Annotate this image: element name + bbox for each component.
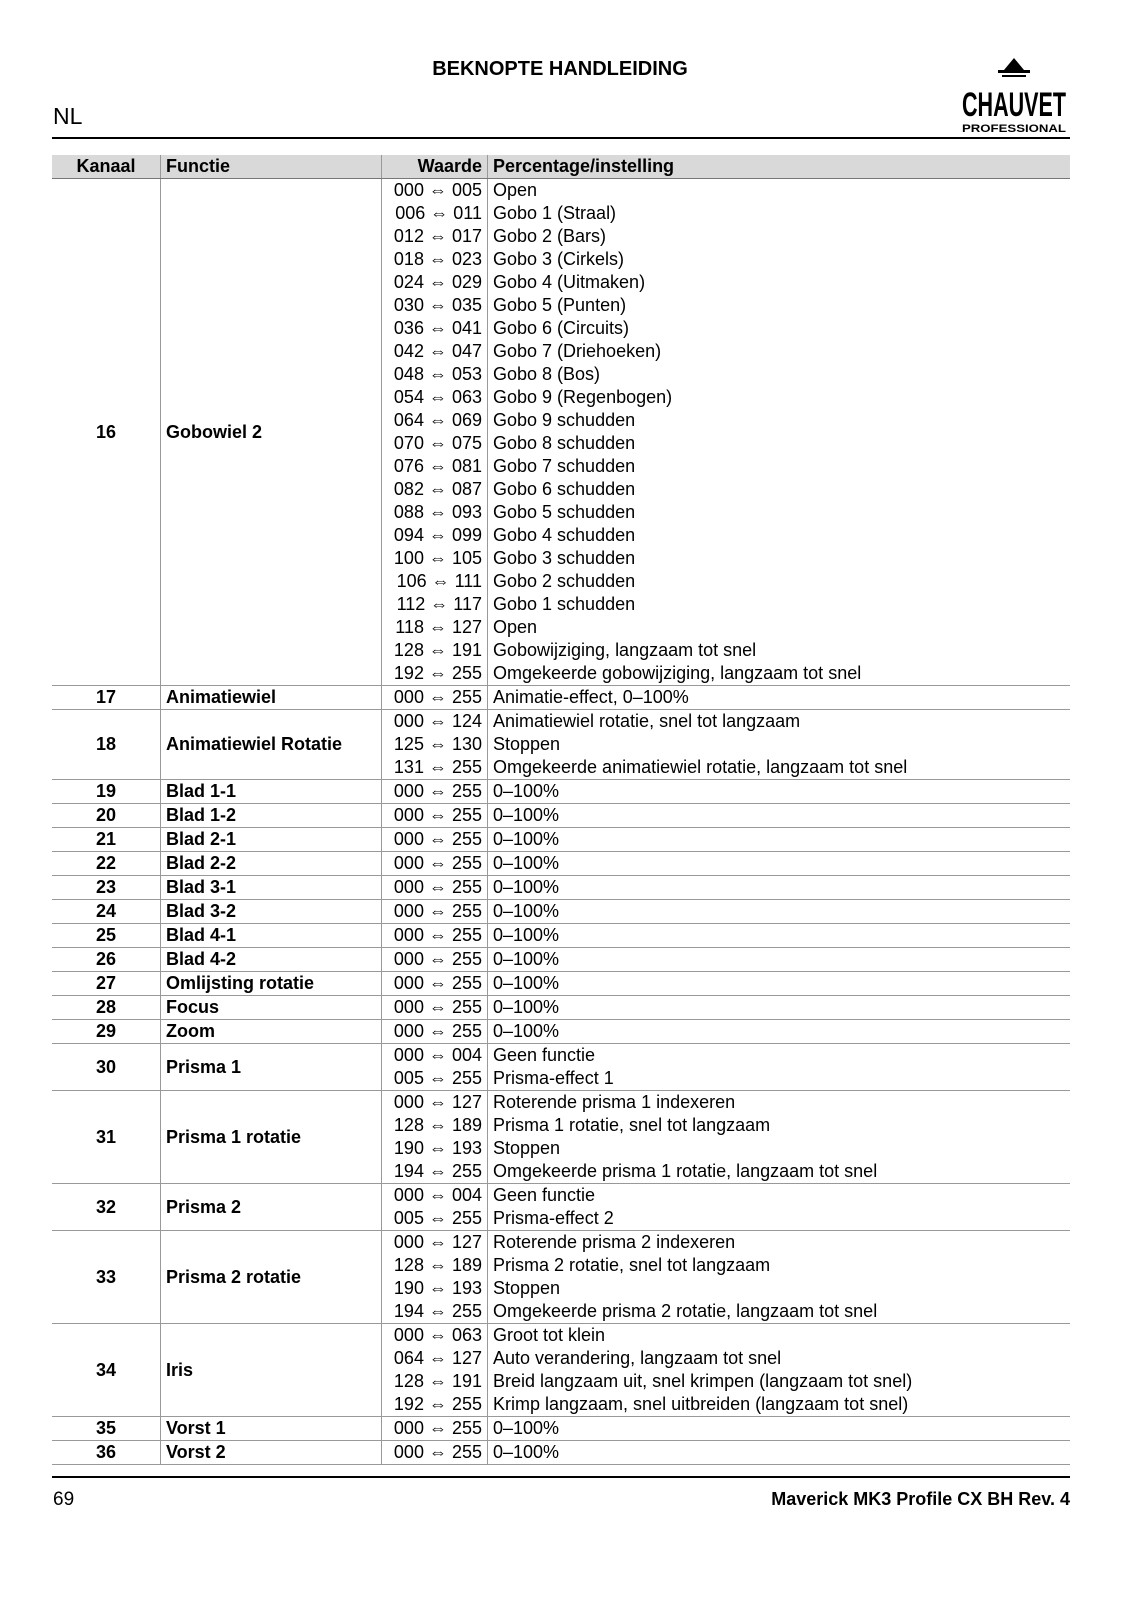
value-range-cell — [382, 876, 488, 900]
value-range-cell — [382, 1231, 488, 1324]
channel-cell: 25 — [52, 924, 161, 948]
setting-cell — [488, 924, 1071, 948]
setting-cell — [488, 1044, 1071, 1091]
channel-cell: 16 — [52, 179, 161, 686]
setting-text: Gobo 4 schudden — [493, 525, 636, 545]
value-range: 194 ⇔ 255 — [393, 1161, 482, 1181]
setting-text: Prisma 2 rotatie, snel tot langzaam — [493, 1255, 771, 1275]
document-title: BEKNOPTE HANDLEIDING — [432, 58, 688, 80]
setting-cell — [488, 852, 1071, 876]
value-range: 112 ⇔ 117 — [396, 594, 482, 614]
function-cell: Vorst 2 — [161, 1441, 382, 1465]
value-range-cell — [382, 1441, 488, 1465]
channel-cell: 26 — [52, 948, 161, 972]
footer-document-title: Maverick MK3 Profile CX BH Rev. 4 — [771, 1489, 1070, 1509]
setting-text: Omgekeerde animatiewiel rotatie, langzaam tot snel — [493, 757, 908, 777]
setting-cell — [488, 1324, 1071, 1417]
value-range-cell — [382, 1324, 488, 1417]
value-range: 000 ⇔ 255 — [393, 901, 482, 921]
setting-text: Gobo 8 (Bos) — [493, 364, 601, 384]
setting-cell — [488, 1020, 1071, 1044]
channel-cell: 32 — [52, 1184, 161, 1231]
setting-cell — [488, 1184, 1071, 1231]
value-range: 125 ⇔ 130 — [393, 734, 482, 754]
setting-text: Gobo 4 (Uitmaken) — [493, 272, 646, 292]
value-range-cell — [382, 852, 488, 876]
value-range-cell — [382, 1044, 488, 1091]
value-range-cell — [382, 1184, 488, 1231]
channel-cell: 29 — [52, 1020, 161, 1044]
channel-cell: 34 — [52, 1324, 161, 1417]
value-range: 000 ⇔ 255 — [393, 853, 482, 873]
value-range: 000 ⇔ 255 — [393, 805, 482, 825]
setting-text: Prisma 1 rotatie, snel tot langzaam — [493, 1115, 771, 1135]
value-range: 000 ⇔ 255 — [393, 1021, 482, 1041]
table-row — [52, 1417, 1070, 1441]
channel-cell: 31 — [52, 1091, 161, 1184]
setting-text: Breid langzaam uit, snel krimpen (langzaam tot snel) — [493, 1371, 913, 1391]
setting-text: 0–100% — [493, 805, 560, 825]
value-range: 000 ⇔ 255 — [393, 925, 482, 945]
setting-text: Omgekeerde gobowijziging, langzaam tot snel — [493, 663, 862, 683]
setting-text: Animatie-effect, 0–100% — [493, 687, 689, 707]
table-row — [52, 924, 1070, 948]
function-cell: Blad 3-1 — [161, 876, 382, 900]
channel-cell: 21 — [52, 828, 161, 852]
value-range: 000 ⇔ 127 — [393, 1232, 482, 1252]
setting-cell — [488, 828, 1071, 852]
value-range: 000 ⇔ 255 — [393, 949, 482, 969]
value-range-cell — [382, 1417, 488, 1441]
setting-text: Gobo 1 (Straal) — [493, 203, 617, 223]
chauvet-logo — [958, 56, 1070, 138]
logo-brand: CHAUVET — [962, 86, 1067, 124]
function-cell: Blad 1-2 — [161, 804, 382, 828]
value-range: 106 ⇔ 111 — [396, 571, 482, 591]
function-cell: Animatiewiel Rotatie — [161, 710, 382, 780]
setting-text: Stoppen — [493, 1138, 561, 1158]
value-range: 190 ⇔ 193 — [393, 1138, 482, 1158]
value-range: 000 ⇔ 124 — [393, 711, 482, 731]
value-range: 000 ⇔ 255 — [393, 781, 482, 801]
table-row — [52, 780, 1070, 804]
setting-cell — [488, 876, 1071, 900]
channel-cell: 30 — [52, 1044, 161, 1091]
setting-cell — [488, 179, 1071, 686]
value-range: 000 ⇔ 255 — [393, 877, 482, 897]
setting-text: Gobo 8 schudden — [493, 433, 636, 453]
setting-text: Prisma-effect 2 — [493, 1208, 614, 1228]
value-range: 000 ⇔ 063 — [393, 1325, 482, 1345]
setting-cell — [488, 1231, 1071, 1324]
table-row — [52, 1231, 1070, 1324]
value-range: 070 ⇔ 075 — [393, 433, 482, 453]
value-range-cell — [382, 1091, 488, 1184]
value-range: 192 ⇔ 255 — [393, 1394, 482, 1414]
language-label: NL — [53, 103, 83, 129]
value-range: 006 ⇔ 011 — [395, 203, 482, 223]
channel-cell: 27 — [52, 972, 161, 996]
channel-cell: 18 — [52, 710, 161, 780]
value-range-cell — [382, 179, 488, 686]
setting-text: Roterende prisma 1 indexeren — [493, 1092, 736, 1112]
value-range: 000 ⇔ 004 — [393, 1045, 482, 1065]
value-range: 005 ⇔ 255 — [393, 1068, 482, 1088]
setting-text: Omgekeerde prisma 2 rotatie, langzaam tot snel — [493, 1301, 878, 1321]
setting-cell — [488, 1441, 1071, 1465]
setting-text: Animatiewiel rotatie, snel tot langzaam — [493, 711, 801, 731]
setting-text: Krimp langzaam, snel uitbreiden (langzaam tot snel) — [493, 1394, 909, 1414]
setting-cell — [488, 972, 1071, 996]
setting-text: Gobo 7 (Driehoeken) — [493, 341, 662, 361]
setting-text: 0–100% — [493, 901, 560, 921]
header-rule — [52, 137, 1070, 139]
table-header-row — [52, 155, 1070, 179]
table-row — [52, 996, 1070, 1020]
value-range: 024 ⇔ 029 — [393, 272, 482, 292]
setting-text: Gobo 2 schudden — [493, 571, 636, 591]
footer-rule — [52, 1476, 1070, 1478]
setting-text: Gobo 6 schudden — [493, 479, 636, 499]
setting-cell — [488, 710, 1071, 780]
setting-text: 0–100% — [493, 829, 560, 849]
table-row — [52, 1184, 1070, 1231]
setting-text: Stoppen — [493, 1278, 561, 1298]
value-range: 042 ⇔ 047 — [393, 341, 482, 361]
table-row — [52, 686, 1070, 710]
value-range: 000 ⇔ 005 — [393, 180, 482, 200]
dmx-channel-table — [52, 155, 1070, 1465]
function-cell: Zoom — [161, 1020, 382, 1044]
table-row — [52, 1020, 1070, 1044]
table-row — [52, 1441, 1070, 1465]
value-range-cell — [382, 1020, 488, 1044]
value-range: 190 ⇔ 193 — [393, 1278, 482, 1298]
setting-text: 0–100% — [493, 1021, 560, 1041]
setting-text: Geen functie — [493, 1045, 596, 1065]
setting-text: Gobowijziging, langzaam tot snel — [493, 640, 757, 660]
channel-cell: 35 — [52, 1417, 161, 1441]
channel-cell: 19 — [52, 780, 161, 804]
table-row — [52, 179, 1070, 686]
value-range: 000 ⇔ 255 — [393, 1442, 482, 1462]
value-range: 128 ⇔ 189 — [393, 1115, 482, 1135]
value-range: 000 ⇔ 127 — [393, 1092, 482, 1112]
setting-cell — [488, 780, 1071, 804]
value-range: 128 ⇔ 191 — [393, 1371, 482, 1391]
table-row — [52, 710, 1070, 780]
table-row — [52, 948, 1070, 972]
value-range: 088 ⇔ 093 — [393, 502, 482, 522]
value-range: 192 ⇔ 255 — [393, 663, 482, 683]
value-range: 048 ⇔ 053 — [393, 364, 482, 384]
table-row — [52, 1044, 1070, 1091]
logo-tagline: PROFESSIONAL — [962, 123, 1067, 135]
setting-text: Gobo 9 schudden — [493, 410, 636, 430]
setting-text: Gobo 3 (Cirkels) — [493, 249, 625, 269]
function-cell: Animatiewiel — [161, 686, 382, 710]
col-header-waarde: Waarde — [382, 155, 488, 179]
setting-text: 0–100% — [493, 853, 560, 873]
table-row — [52, 804, 1070, 828]
value-range: 000 ⇔ 255 — [393, 687, 482, 707]
function-cell: Focus — [161, 996, 382, 1020]
table-row — [52, 1324, 1070, 1417]
setting-text: Geen functie — [493, 1185, 596, 1205]
channel-cell: 24 — [52, 900, 161, 924]
function-cell: Blad 2-2 — [161, 852, 382, 876]
value-range: 054 ⇔ 063 — [393, 387, 482, 407]
function-cell: Iris — [161, 1324, 382, 1417]
value-range: 094 ⇔ 099 — [393, 525, 482, 545]
col-header-percentage: Percentage/instelling — [488, 155, 1071, 179]
setting-text: 0–100% — [493, 973, 560, 993]
setting-cell — [488, 948, 1071, 972]
function-cell: Blad 4-2 — [161, 948, 382, 972]
value-range: 128 ⇔ 191 — [393, 640, 482, 660]
value-range-cell — [382, 948, 488, 972]
channel-cell: 28 — [52, 996, 161, 1020]
setting-text: Open — [493, 617, 538, 637]
value-range-cell — [382, 804, 488, 828]
setting-text: Roterende prisma 2 indexeren — [493, 1232, 736, 1252]
function-cell: Prisma 1 rotatie — [161, 1091, 382, 1184]
function-cell: Blad 2-1 — [161, 828, 382, 852]
function-cell: Blad 4-1 — [161, 924, 382, 948]
setting-text: Groot tot klein — [493, 1325, 606, 1345]
setting-cell — [488, 1417, 1071, 1441]
setting-text: 0–100% — [493, 1442, 560, 1462]
function-cell: Omlijsting rotatie — [161, 972, 382, 996]
channel-cell: 36 — [52, 1441, 161, 1465]
value-range-cell — [382, 710, 488, 780]
value-range: 082 ⇔ 087 — [393, 479, 482, 499]
value-range: 012 ⇔ 017 — [393, 226, 482, 246]
setting-cell — [488, 900, 1071, 924]
value-range: 000 ⇔ 255 — [393, 1418, 482, 1438]
setting-text: Omgekeerde prisma 1 rotatie, langzaam tot snel — [493, 1161, 878, 1181]
channel-cell: 20 — [52, 804, 161, 828]
setting-text: 0–100% — [493, 781, 560, 801]
setting-text: Prisma-effect 1 — [493, 1068, 614, 1088]
table-row — [52, 876, 1070, 900]
value-range: 030 ⇔ 035 — [393, 295, 482, 315]
function-cell: Blad 3-2 — [161, 900, 382, 924]
setting-cell — [488, 804, 1071, 828]
function-cell: Prisma 1 — [161, 1044, 382, 1091]
value-range: 194 ⇔ 255 — [393, 1301, 482, 1321]
setting-text: Gobo 9 (Regenbogen) — [493, 387, 673, 407]
function-cell: Prisma 2 — [161, 1184, 382, 1231]
setting-text: 0–100% — [493, 1418, 560, 1438]
setting-text: Gobo 1 schudden — [493, 594, 636, 614]
value-range: 128 ⇔ 189 — [393, 1255, 482, 1275]
value-range-cell — [382, 996, 488, 1020]
setting-cell — [488, 996, 1071, 1020]
table-row — [52, 852, 1070, 876]
setting-text: Open — [493, 180, 538, 200]
channel-cell: 33 — [52, 1231, 161, 1324]
value-range: 076 ⇔ 081 — [393, 456, 482, 476]
col-header-kanaal: Kanaal — [52, 155, 161, 179]
value-range: 131 ⇔ 255 — [393, 757, 482, 777]
setting-cell — [488, 1091, 1071, 1184]
channel-cell: 22 — [52, 852, 161, 876]
value-range: 000 ⇔ 255 — [393, 973, 482, 993]
setting-text: Stoppen — [493, 734, 561, 754]
value-range: 064 ⇔ 127 — [393, 1348, 482, 1368]
setting-text: 0–100% — [493, 997, 560, 1017]
setting-text: Gobo 5 (Punten) — [493, 295, 627, 315]
channel-cell: 17 — [52, 686, 161, 710]
col-header-functie: Functie — [161, 155, 382, 179]
setting-text: Gobo 6 (Circuits) — [493, 318, 630, 338]
value-range: 000 ⇔ 255 — [393, 829, 482, 849]
table-row — [52, 1091, 1070, 1184]
setting-text: Auto verandering, langzaam tot snel — [493, 1348, 782, 1368]
setting-text: Gobo 3 schudden — [493, 548, 636, 568]
value-range: 000 ⇔ 004 — [393, 1185, 482, 1205]
setting-text: 0–100% — [493, 877, 560, 897]
table-row — [52, 972, 1070, 996]
table-body — [52, 179, 1070, 1465]
value-range: 100 ⇔ 105 — [393, 548, 482, 568]
table-row — [52, 900, 1070, 924]
function-cell: Vorst 1 — [161, 1417, 382, 1441]
function-cell: Gobowiel 2 — [161, 179, 382, 686]
setting-text: Gobo 5 schudden — [493, 502, 636, 522]
function-cell: Prisma 2 rotatie — [161, 1231, 382, 1324]
value-range: 000 ⇔ 255 — [393, 997, 482, 1017]
value-range: 018 ⇔ 023 — [393, 249, 482, 269]
value-range: 064 ⇔ 069 — [393, 410, 482, 430]
value-range: 118 ⇔ 127 — [395, 617, 482, 637]
value-range-cell — [382, 686, 488, 710]
value-range: 036 ⇔ 041 — [393, 318, 482, 338]
value-range-cell — [382, 828, 488, 852]
setting-text: Gobo 2 (Bars) — [493, 226, 607, 246]
value-range-cell — [382, 972, 488, 996]
value-range: 005 ⇔ 255 — [393, 1208, 482, 1228]
table-row — [52, 828, 1070, 852]
setting-text: 0–100% — [493, 925, 560, 945]
page-number: 69 — [53, 1489, 75, 1510]
value-range-cell — [382, 900, 488, 924]
value-range-cell — [382, 924, 488, 948]
setting-cell — [488, 686, 1071, 710]
channel-cell: 23 — [52, 876, 161, 900]
function-cell: Blad 1-1 — [161, 780, 382, 804]
setting-text: 0–100% — [493, 949, 560, 969]
value-range-cell — [382, 780, 488, 804]
setting-text: Gobo 7 schudden — [493, 456, 636, 476]
